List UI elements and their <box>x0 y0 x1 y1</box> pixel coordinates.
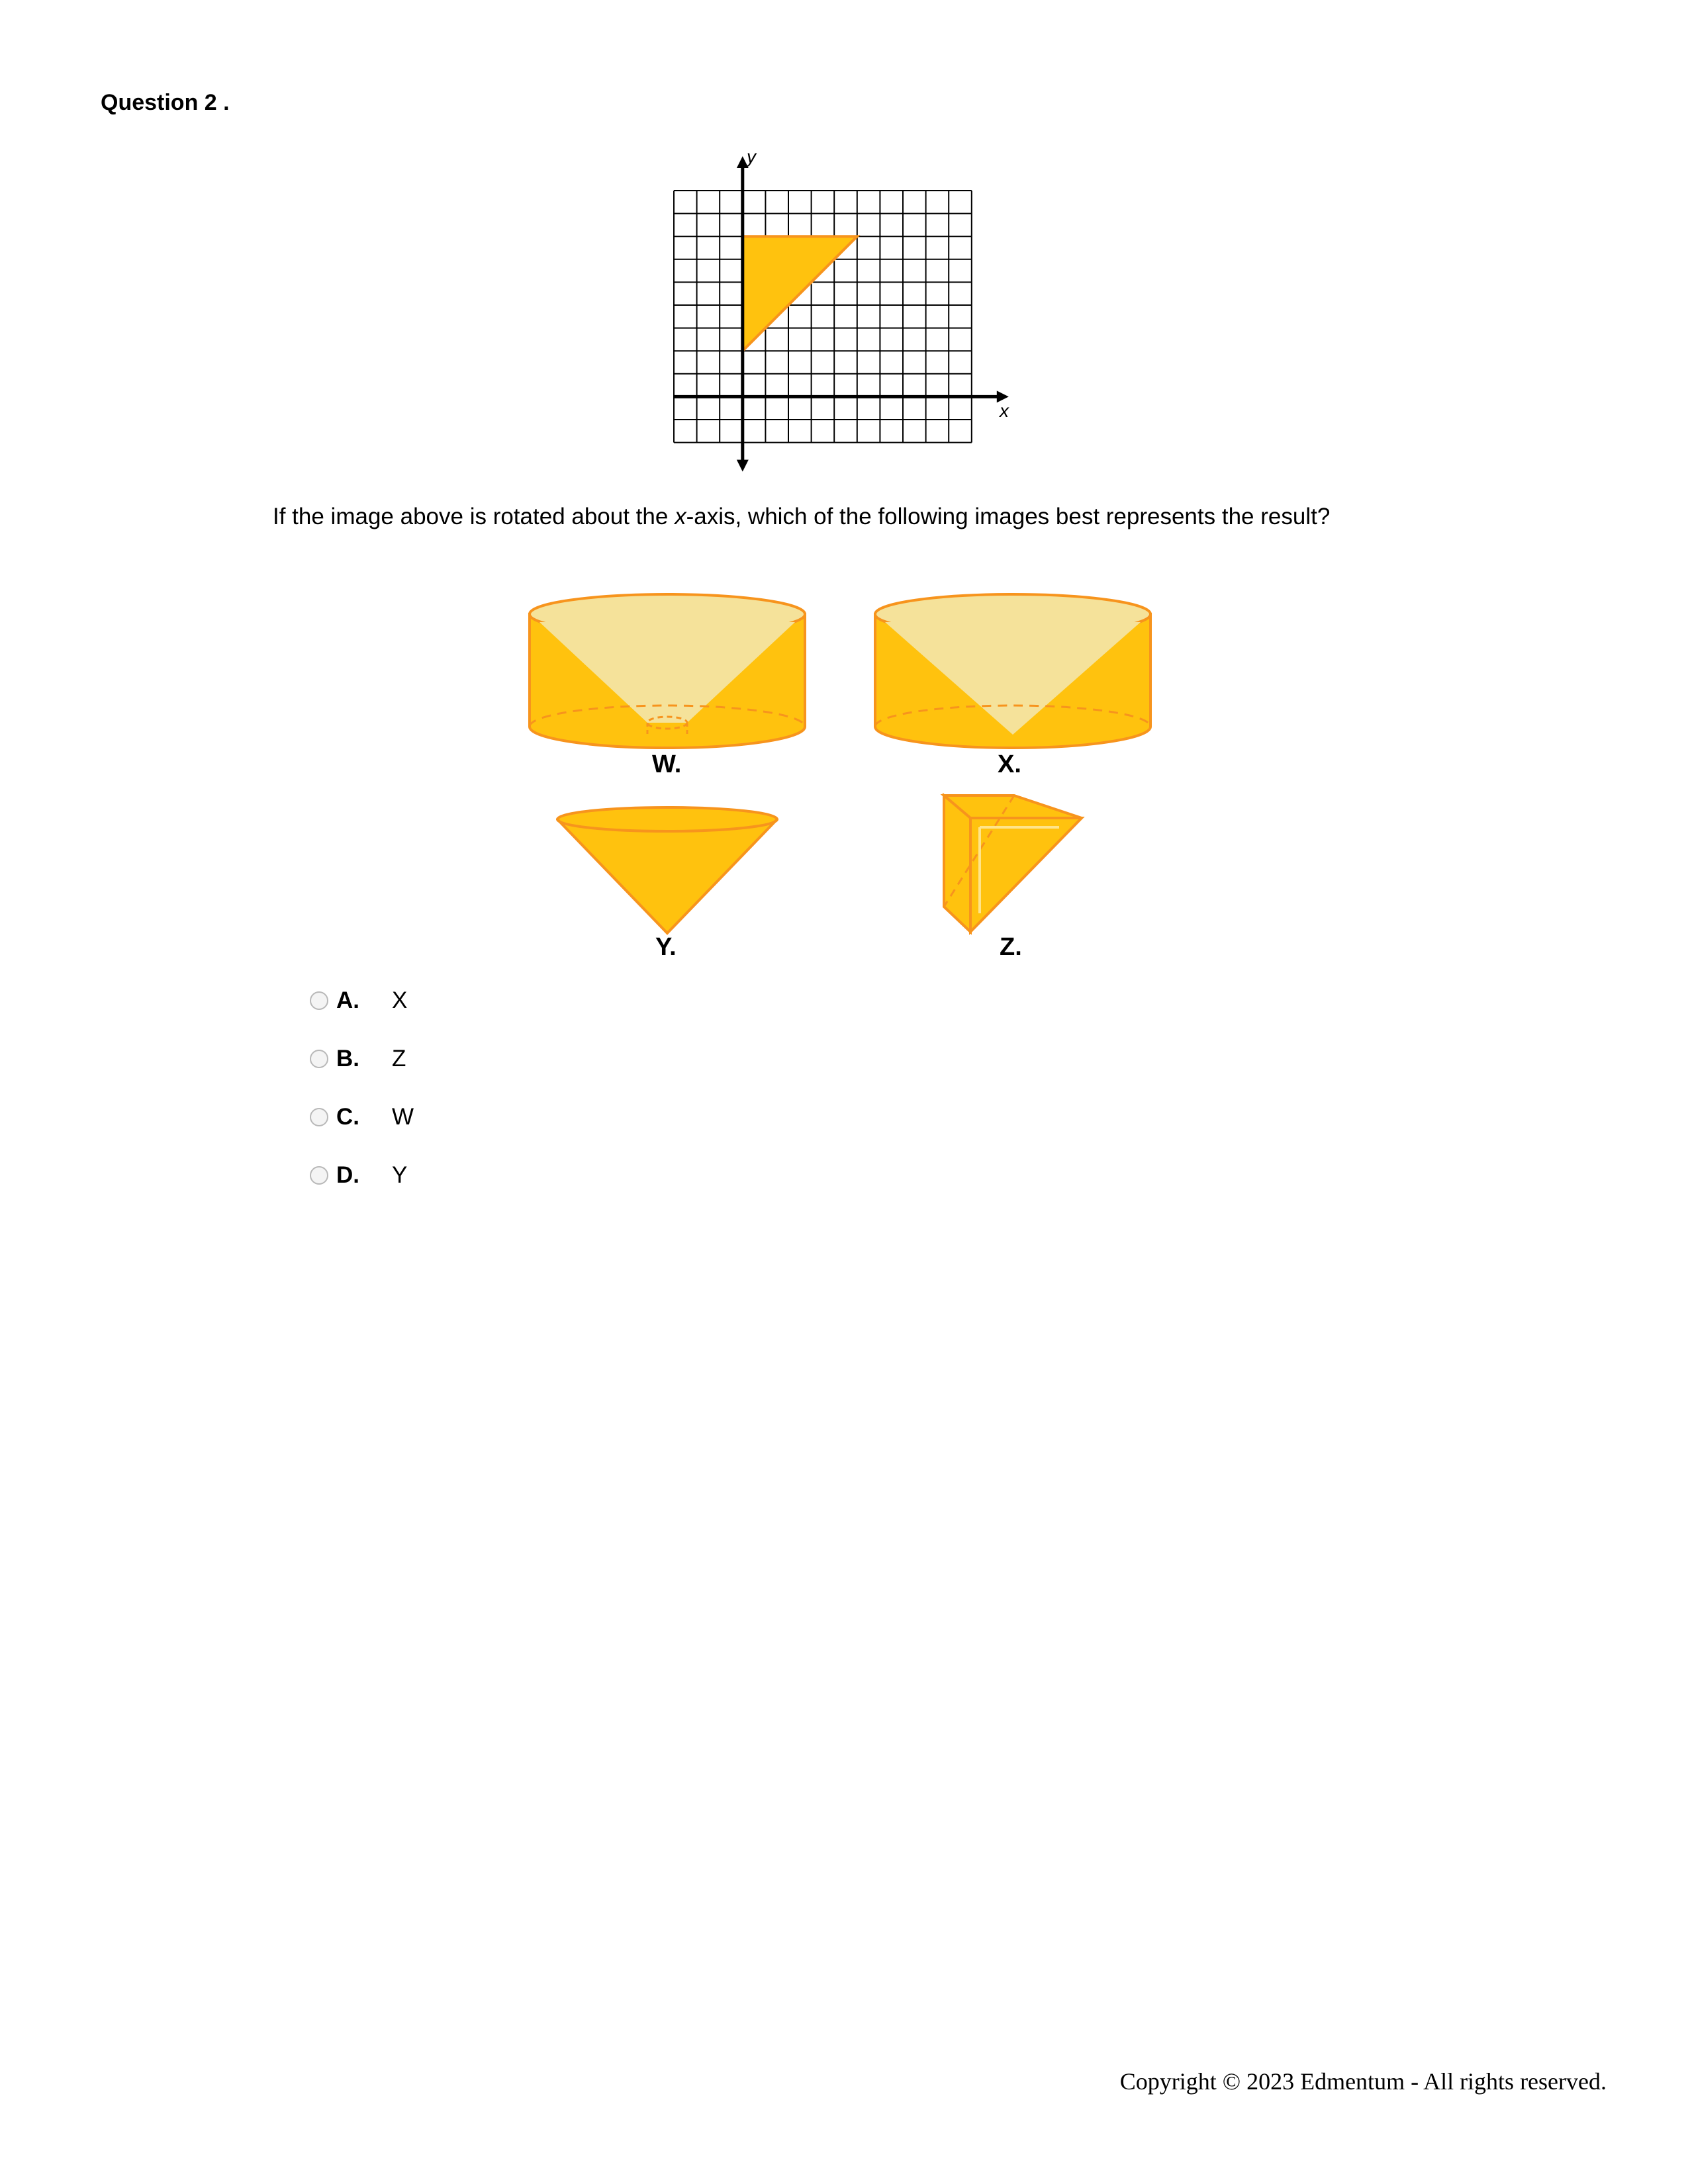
answer-figures <box>516 582 1178 983</box>
choice-letter: B. <box>336 1046 359 1071</box>
choice-a[interactable] <box>310 981 407 1021</box>
choice-letter: D. <box>336 1162 359 1188</box>
figure-label-w: W. <box>652 751 682 778</box>
choice-letter: C. <box>336 1104 359 1130</box>
figure-w <box>530 594 805 748</box>
choice-c[interactable] <box>310 1097 414 1137</box>
choice-letter: A. <box>336 987 359 1013</box>
x-axis-label: x <box>1000 400 1009 421</box>
choice-text: Z <box>392 1046 406 1071</box>
choice-d[interactable] <box>310 1156 407 1195</box>
radio-button[interactable] <box>310 1108 328 1126</box>
question-prompt <box>273 503 1385 531</box>
copyright-footer: Copyright © 2023 Edmentum - All rights reserved. <box>1119 2068 1607 2095</box>
triangle-shape <box>743 236 857 351</box>
figure-y <box>557 807 777 933</box>
radio-button[interactable] <box>310 1050 328 1068</box>
question-title: Question 2 . <box>101 90 230 115</box>
figure-label-z: Z. <box>1000 933 1022 961</box>
coordinate-graph <box>642 144 1026 488</box>
figure-z <box>944 796 1082 932</box>
y-axis-arrow-down <box>737 460 749 472</box>
choice-b[interactable] <box>310 1039 406 1079</box>
grid <box>674 191 972 443</box>
prompt-variable: x <box>675 504 686 529</box>
figures-svg <box>516 582 1178 979</box>
choice-text: X <box>392 987 408 1013</box>
choice-text: Y <box>392 1162 408 1188</box>
radio-button[interactable] <box>310 1166 328 1185</box>
prompt-text-1: If the image above is rotated about the <box>273 504 675 529</box>
prompt-text-2: -axis, which of the following images best represents the result? <box>686 504 1331 529</box>
choice-text: W <box>392 1104 414 1130</box>
figure-label-x: X. <box>998 751 1021 778</box>
figure-label-y: Y. <box>655 933 677 961</box>
figure-x <box>875 594 1150 748</box>
axes <box>674 156 1009 472</box>
y-axis-label: y <box>747 146 756 167</box>
radio-button[interactable] <box>310 991 328 1010</box>
